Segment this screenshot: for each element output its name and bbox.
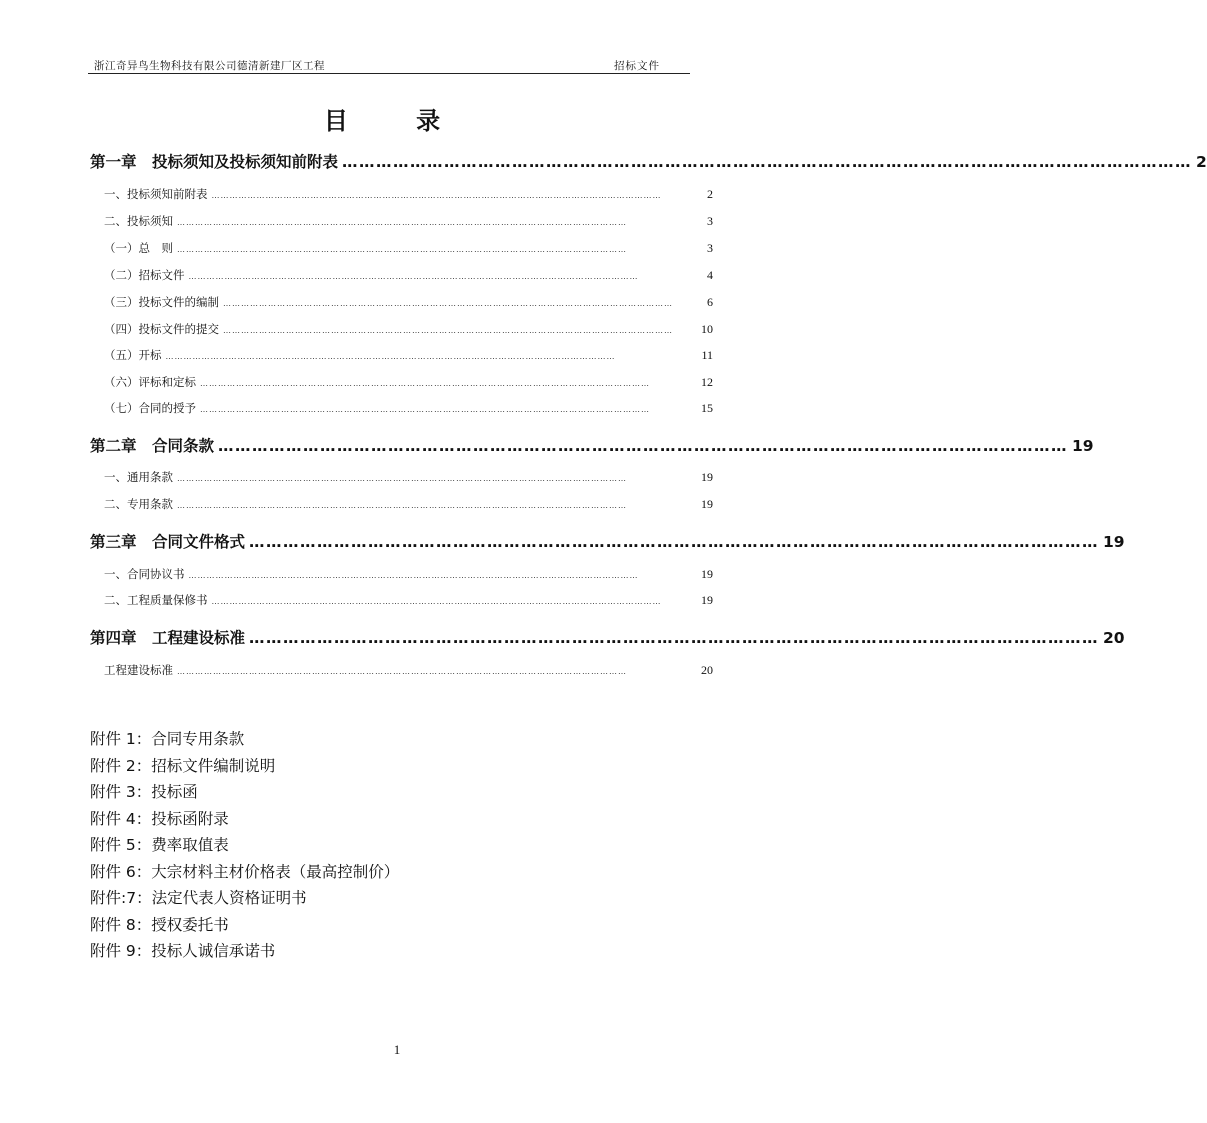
toc-section-entry[interactable]: [104, 267, 713, 283]
toc-title: 目 录: [323, 107, 471, 135]
toc-leader-dots: ……………………………………………………………………………………………………………………………………: [177, 667, 627, 676]
header-doc-type: 招标文件: [614, 60, 660, 72]
toc-entry-label: 一、通用条款: [104, 470, 173, 484]
toc-entry-page: 19: [1072, 437, 1094, 455]
toc-leader-dots: ……………………………………………………………………………………………………………………………………: [211, 191, 662, 200]
toc-entry-page: 20: [1103, 629, 1125, 647]
toc-section-entry[interactable]: [104, 213, 713, 229]
toc-leader-dots: ……………………………………………………………………………………………………………………………………: [249, 533, 1100, 551]
toc-entry-label: 第四章 工程建设标准: [90, 629, 246, 647]
toc-leader-dots: ……………………………………………………………………………………………………………………………………: [177, 245, 627, 254]
toc-leader-dots: ……………………………………………………………………………………………………………………………………: [223, 299, 673, 308]
toc-section-entry[interactable]: [104, 374, 713, 390]
toc-chapter-entry[interactable]: [90, 530, 1125, 552]
attachment-item: 附件 3：投标函: [90, 783, 198, 801]
toc-entry-label: （七）合同的授予: [104, 401, 196, 415]
toc-chapter-entry[interactable]: [90, 626, 1125, 648]
toc-chapter-entry[interactable]: [90, 434, 1094, 456]
toc-entry-label: 二、工程质量保修书: [104, 593, 208, 607]
toc-entry-page: 2: [1196, 153, 1207, 171]
toc-section-entry[interactable]: [104, 496, 713, 512]
toc-entry-label: （一）总 则: [104, 241, 173, 255]
toc-entry-label: 第一章 投标须知及投标须知前附表: [90, 153, 339, 171]
toc-entry-page: 19: [701, 567, 713, 581]
toc-entry-page: 3: [707, 241, 713, 255]
toc-entry-page: 6: [707, 295, 713, 309]
toc-leader-dots: ……………………………………………………………………………………………………………………………………: [342, 153, 1193, 171]
toc-leader-dots: ……………………………………………………………………………………………………………………………………: [177, 474, 627, 483]
toc-entry-label: 二、投标须知: [104, 214, 173, 228]
attachment-list: [90, 726, 399, 965]
toc-leader-dots: ……………………………………………………………………………………………………………………………………: [188, 571, 639, 580]
toc-entry-label: （二）招标文件: [104, 268, 185, 282]
toc-leader-dots: ……………………………………………………………………………………………………………………………………: [188, 272, 639, 281]
toc-section-entry[interactable]: [104, 347, 713, 363]
toc-section-entry[interactable]: [104, 294, 713, 310]
toc-entry-page: 11: [701, 348, 713, 362]
toc-entry-label: （五）开标: [104, 348, 162, 362]
page-header: [88, 58, 690, 74]
toc-section-entry[interactable]: [104, 592, 713, 608]
header-project-name: 浙江奇异鸟生物科技有限公司德清新建厂区工程: [94, 60, 325, 72]
toc-entry-page: 10: [701, 322, 713, 336]
toc-entry-page: 19: [701, 497, 713, 511]
toc-section-entry[interactable]: [104, 469, 713, 485]
toc-entry-page: 19: [1103, 533, 1125, 551]
toc-entry-page: 19: [701, 593, 713, 607]
toc-leader-dots: ……………………………………………………………………………………………………………………………………: [177, 218, 627, 227]
toc-section-entry[interactable]: [104, 566, 713, 582]
toc-leader-dots: ……………………………………………………………………………………………………………………………………: [211, 597, 662, 606]
toc-entry-label: （六）评标和定标: [104, 375, 196, 389]
toc-entry-page: 3: [707, 214, 713, 228]
toc-leader-dots: ……………………………………………………………………………………………………………………………………: [177, 501, 627, 510]
toc-entry-label: （三）投标文件的编制: [104, 295, 219, 309]
toc-entry-page: 4: [707, 268, 713, 282]
page-number: 1: [393, 1042, 401, 1057]
toc-section-entry[interactable]: [104, 400, 713, 416]
toc-section-entry[interactable]: [104, 186, 713, 202]
attachment-item: 附件 5：费率取值表: [90, 836, 229, 854]
attachment-item: 附件 6：大宗材料主材价格表（最高控制价）: [90, 862, 400, 881]
toc-entry-page: 12: [701, 375, 713, 389]
toc-section-entry[interactable]: [104, 662, 713, 678]
toc-leader-dots: ……………………………………………………………………………………………………………………………………: [200, 405, 650, 414]
attachment-item: 附件 9：投标人诚信承诺书: [90, 942, 276, 960]
toc-leader-dots: ……………………………………………………………………………………………………………………………………: [223, 326, 673, 335]
toc-entry-page: 2: [707, 187, 713, 201]
toc-leader-dots: ……………………………………………………………………………………………………………………………………: [165, 352, 616, 361]
toc-leader-dots: ……………………………………………………………………………………………………………………………………: [218, 437, 1069, 455]
toc-entry-label: 一、投标须知前附表: [104, 187, 208, 201]
toc-entry-label: 第二章 合同条款: [90, 437, 215, 455]
toc-entry-label: 二、专用条款: [104, 497, 173, 511]
toc-entry-page: 15: [701, 401, 713, 415]
attachment-item: 附件 4：投标函附录: [90, 809, 229, 828]
toc-section-entry[interactable]: [104, 240, 713, 256]
toc-entry-page: 19: [701, 470, 713, 484]
attachment-item: 附件 2：招标文件编制说明: [90, 756, 276, 775]
toc-entry-page: 20: [701, 663, 713, 677]
toc-entry-label: （四）投标文件的提交: [104, 322, 219, 336]
toc-chapter-entry[interactable]: [90, 150, 1207, 172]
toc-section-entry[interactable]: [104, 321, 713, 337]
attachment-item: 附件 8：授权委托书: [90, 915, 229, 934]
toc-leader-dots: ……………………………………………………………………………………………………………………………………: [200, 379, 650, 388]
attachment-item: 附件 1：合同专用条款: [90, 730, 245, 748]
toc-leader-dots: ……………………………………………………………………………………………………………………………………: [249, 629, 1100, 647]
toc-entry-label: 一、合同协议书: [104, 567, 185, 581]
attachment-item: 附件:7：法定代表人资格证明书: [90, 889, 307, 907]
toc-entry-label: 工程建设标准: [104, 663, 173, 677]
toc-entry-label: 第三章 合同文件格式: [90, 533, 246, 551]
